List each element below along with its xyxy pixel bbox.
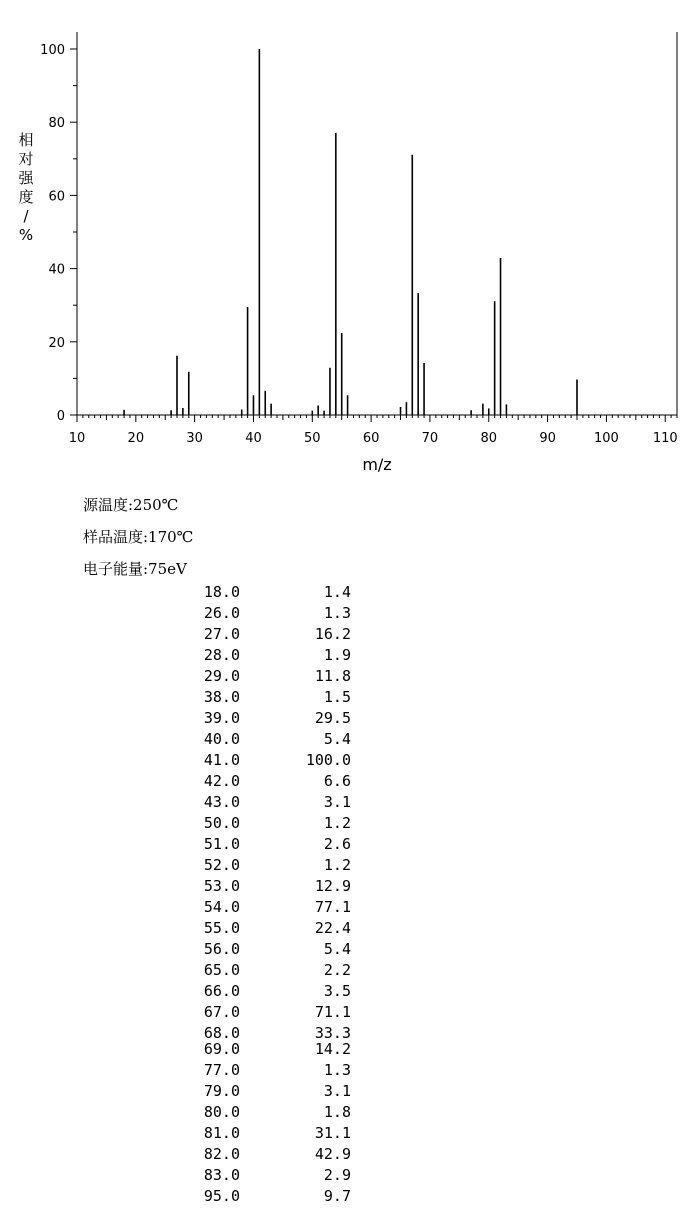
peak-intensity: 2.2 <box>323 961 351 979</box>
peak-mz: 54.0 <box>203 898 240 916</box>
x-axis-label: m/z <box>362 455 392 474</box>
y-label-char: % <box>18 226 34 244</box>
peak-intensity: 11.8 <box>314 667 351 685</box>
x-tick-label: 30 <box>186 431 203 446</box>
y-label-char: / <box>23 207 29 225</box>
peak-table-row <box>0 1124 696 1142</box>
x-tick-label: 80 <box>480 431 498 446</box>
sample-temperature: 样品温度:170℃ <box>83 528 194 546</box>
peak-table-row <box>0 1103 696 1121</box>
peak-intensity: 6.6 <box>323 772 351 790</box>
y-axis-label <box>18 131 34 244</box>
peak-table-row <box>0 856 696 874</box>
peak-table-row <box>0 940 696 958</box>
peak-mz: 38.0 <box>203 688 240 706</box>
x-tick-label: 40 <box>245 431 262 446</box>
peak-intensity: 5.4 <box>323 730 351 748</box>
peak-mz: 56.0 <box>203 940 240 958</box>
peak-intensity: 1.8 <box>323 1103 351 1121</box>
peak-intensity: 2.6 <box>323 835 351 853</box>
peak-intensity: 100.0 <box>305 751 351 769</box>
peak-mz: 80.0 <box>203 1103 240 1121</box>
peak-mz: 41.0 <box>203 751 240 769</box>
peak-table-row <box>0 604 696 622</box>
peak-intensity: 1.5 <box>323 688 351 706</box>
y-label-char: 度 <box>18 188 34 206</box>
x-tick-label: 110 <box>652 431 678 446</box>
peak-table-row <box>0 814 696 832</box>
peak-intensity: 33.3 <box>314 1024 351 1042</box>
peak-table-row <box>0 667 696 685</box>
peak-intensity: 77.1 <box>314 898 351 916</box>
y-label-char: 相 <box>18 131 34 149</box>
y-tick-label: 40 <box>48 262 65 278</box>
peak-intensity: 1.9 <box>323 646 351 664</box>
peak-mz: 77.0 <box>203 1061 240 1079</box>
peak-mz: 26.0 <box>203 604 240 622</box>
peak-table-row <box>0 751 696 769</box>
peak-table-row <box>0 646 696 664</box>
x-tick-label: 50 <box>304 431 321 446</box>
peak-mz: 67.0 <box>203 1003 240 1021</box>
x-tick-label: 60 <box>362 431 380 446</box>
electron-energy: 电子能量:75eV <box>83 560 187 578</box>
peak-mz: 79.0 <box>203 1082 240 1100</box>
peak-mz: 55.0 <box>203 919 240 937</box>
peak-intensity: 1.3 <box>323 1061 351 1079</box>
peak-table-row <box>0 1003 696 1021</box>
peak-table-row <box>0 772 696 790</box>
peak-mz: 82.0 <box>203 1145 240 1163</box>
peak-table-row <box>0 898 696 916</box>
peak-table-row <box>0 877 696 895</box>
peak-mz: 83.0 <box>203 1166 240 1184</box>
peak-mz: 42.0 <box>203 772 240 790</box>
peak-table-row <box>0 583 696 601</box>
y-tick-label: 60 <box>48 189 65 205</box>
peak-intensity: 12.9 <box>314 877 351 895</box>
peak-intensity: 5.4 <box>323 940 351 958</box>
peak-intensity: 1.2 <box>323 856 351 874</box>
peak-mz: 81.0 <box>203 1124 240 1142</box>
peak-mz: 69.0 <box>203 1040 240 1058</box>
peak-table-row <box>0 1040 696 1058</box>
peak-intensity: 31.1 <box>314 1124 351 1142</box>
peak-table-row <box>0 709 696 727</box>
peak-mz: 40.0 <box>203 730 240 748</box>
peak-table-row <box>0 1145 696 1163</box>
y-tick-label: 100 <box>40 43 65 58</box>
peak-table-row <box>0 1024 696 1042</box>
peak-mz: 28.0 <box>203 646 240 664</box>
x-tick-label: 90 <box>539 431 556 446</box>
peak-table-row <box>0 1166 696 1184</box>
peak-intensity: 22.4 <box>314 919 351 937</box>
source-temperature: 源温度:250℃ <box>83 496 179 514</box>
peak-mz: 50.0 <box>203 814 240 832</box>
peak-mz: 66.0 <box>203 982 240 1000</box>
peak-intensity: 3.5 <box>323 982 351 1000</box>
peak-mz: 51.0 <box>203 835 240 853</box>
peak-intensity: 1.4 <box>323 583 351 601</box>
peak-mz: 65.0 <box>203 961 240 979</box>
y-tick-label: 20 <box>48 335 65 351</box>
y-label-char: 对 <box>18 150 34 168</box>
peak-mz: 95.0 <box>203 1187 240 1205</box>
spectrum-peaks <box>124 49 577 415</box>
peak-intensity: 29.5 <box>314 709 351 727</box>
peak-intensity: 14.2 <box>314 1040 351 1058</box>
chart-axes <box>77 32 677 415</box>
peak-intensity: 16.2 <box>314 625 351 643</box>
peak-table-row <box>0 688 696 706</box>
x-tick-label: 10 <box>68 431 86 446</box>
peak-mz: 27.0 <box>203 625 240 643</box>
y-tick-label: 0 <box>56 409 65 424</box>
peak-intensity: 3.1 <box>323 793 351 811</box>
peak-table-row <box>0 1061 696 1079</box>
peak-mz: 29.0 <box>203 667 240 685</box>
x-tick-label: 70 <box>421 431 439 446</box>
peak-mz: 39.0 <box>203 709 240 727</box>
peak-mz: 52.0 <box>203 856 240 874</box>
peak-intensity: 1.3 <box>323 604 351 622</box>
peak-table-row <box>0 1187 696 1205</box>
peak-table-row <box>0 793 696 811</box>
peak-intensity: 71.1 <box>314 1003 351 1021</box>
x-axis-ticks <box>69 415 678 446</box>
peak-intensity: 1.2 <box>323 814 351 832</box>
peak-table-row <box>0 919 696 937</box>
peak-table-row <box>0 961 696 979</box>
x-tick-label: 100 <box>593 431 619 446</box>
peak-mz: 18.0 <box>203 583 240 601</box>
peak-intensity: 42.9 <box>314 1145 351 1163</box>
peak-table-row <box>0 625 696 643</box>
peak-mz: 53.0 <box>203 877 240 895</box>
mass-spectrum-chart <box>0 0 696 480</box>
peak-table-row <box>0 835 696 853</box>
peak-intensity: 3.1 <box>323 1082 351 1100</box>
peak-mz: 68.0 <box>203 1024 240 1042</box>
y-axis-ticks <box>40 43 77 424</box>
peak-table-row <box>0 730 696 748</box>
peak-table-row <box>0 982 696 1000</box>
y-label-char: 强 <box>18 169 34 187</box>
peak-intensity: 2.9 <box>323 1166 351 1184</box>
peak-intensity: 9.7 <box>323 1187 351 1205</box>
x-tick-label: 20 <box>127 431 145 446</box>
peak-mz: 43.0 <box>203 793 240 811</box>
peak-table-row <box>0 1082 696 1100</box>
y-tick-label: 80 <box>48 116 65 132</box>
